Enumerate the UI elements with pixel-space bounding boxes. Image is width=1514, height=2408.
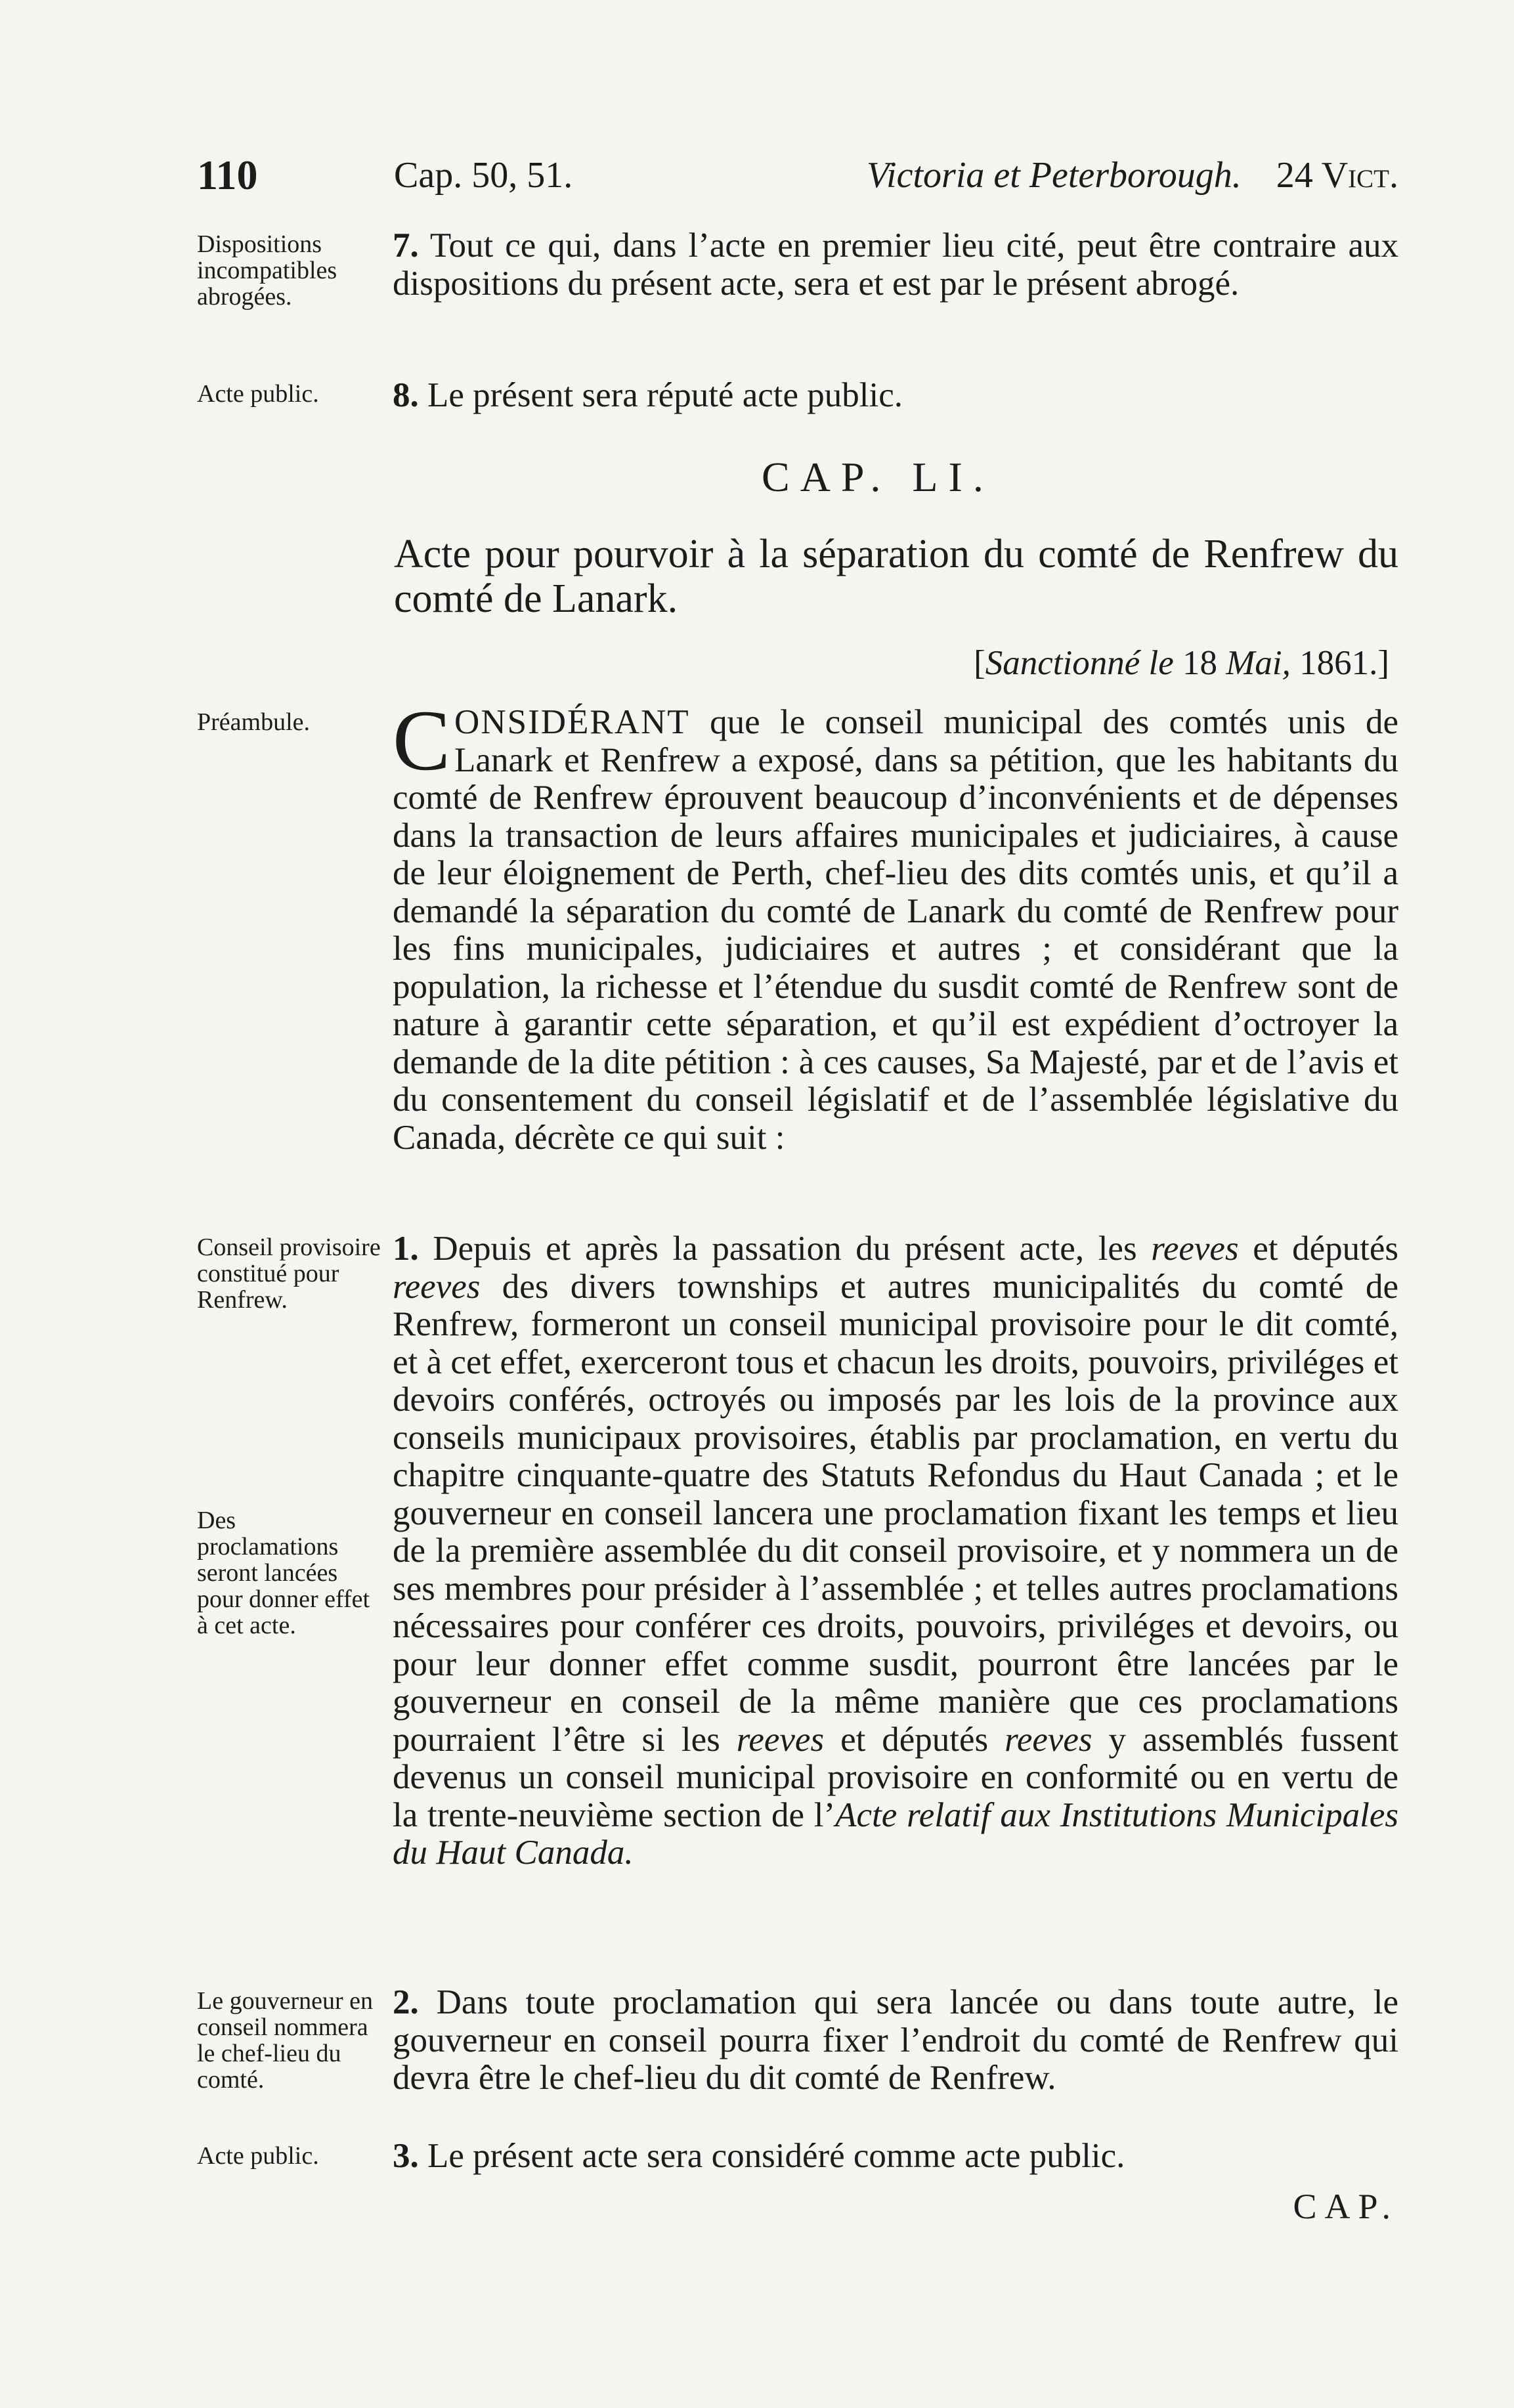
section-7-number: 7. (393, 226, 419, 265)
section-7 (393, 227, 1398, 303)
margin-note-dispositions: Dispositions incompatibles abrogées. (197, 230, 337, 311)
chapter-reference: Cap. 50, 51. (394, 155, 573, 196)
preamble-text: que le conseil municipal des comtés unis de Lanark et Renfrew a exposé, dans sa pétition, que les habitants du comté de Renfrew éprouvent beaucoup d’inconvénients et de dépenses dans la transaction de leurs affaires municipales et judiciaires, à cause de leur éloignement de Perth, chef-lieu des dits comtés unis, et qu’il a demandé la séparation du comté de Lanark du comté de Renfrew pour les fins municipales, judiciaires et autres ; et considérant que la population, la richesse et l’étendue du susdit comté de Renfrew sont de nature à garantir cette séparation, et qu’il est expédient d’octroyer la demande de la dite pétition : à ces causes, Sa Majesté, par et de l’avis et du consentement du conseil législatif et de l’assemblée législative du Canada, décrète ce qui suit : (393, 703, 1398, 1157)
section-7-text: Tout ce qui, dans l’acte en premier lieu cité, peut être contraire aux dispositions du présent acte, sera et est par le présent abrogé. (393, 226, 1398, 303)
margin-note-preambule: Préambule. (197, 708, 311, 736)
section-3-text: Le présent acte sera considéré comme acte public. (427, 2137, 1125, 2175)
section-8 (393, 377, 1398, 415)
sanction-year: 1861. (1299, 644, 1378, 682)
margin-note-gouverneur: Le gouverneur en conseil nommera le chef-lieu du comté. (197, 1987, 373, 2094)
act-title: Acte pour pourvoir à la séparation du comté de Renfrew du comté de Lanark. (394, 532, 1398, 621)
reign-year: 24 Vict. (1276, 155, 1398, 196)
sanction-date: [Sanctionné le 18 Mai, 1861.] (974, 644, 1389, 682)
page-number: 110 (197, 152, 258, 198)
section-1-reeves: reeves (736, 1720, 825, 1759)
section-1-text-a: Depuis et après la passation du présent acte, les (433, 1230, 1137, 1268)
margin-note-acte-public-1: Acte public. (197, 380, 319, 408)
section-8-number: 8. (393, 376, 419, 414)
sanction-month: Mai, (1226, 644, 1291, 682)
section-1-text-e: y assemblés fussent devenus un conseil municipal provisoire en conformité ou en vertu de la trente-neuvième section de l’ (393, 1720, 1398, 1834)
section-8-text: Le présent sera réputé acte public. (427, 376, 903, 414)
drop-cap: C (393, 692, 451, 788)
section-1-reeves: reeves (393, 1267, 481, 1306)
preamble-opening-word: ONSIDÉRANT (454, 703, 690, 741)
margin-note-conseil: Conseil provisoire constitué pour Renfrew. (197, 1234, 381, 1314)
section-2 (393, 1984, 1398, 2097)
section-2-number: 2. (393, 1983, 419, 2021)
section-1-reeves: reeves (1151, 1230, 1239, 1268)
section-1 (393, 1230, 1398, 1872)
section-1-reeves: reeves (1005, 1720, 1092, 1759)
section-1-text-c: des divers townships et autres municipalités du comté de Renfrew, formeront un conseil municipal provisoire pour le dit comté, et à cet effet, exerceront tous et chacun les droits, pouvoirs, priviléges et devoirs conférés, octroyés ou imposés par les lois de la province aux conseils municipaux provisoires, établis par proclamation, en vertu du chapitre cinquante-quatre des Statuts Refondus du Haut Canada ; et le gouverneur en conseil lancera une proclamation fixant les temps et lieu de la première assemblée du dit conseil provisoire, et y nommera un de ses membres pour présider à l’assemblée ; et telles autres proclamations nécessaires pour conférer ces droits, pouvoirs, priviléges et devoirs, ou pour leur donner effet comme susdit, pourront être lancées par le gouverneur en conseil de la même manière que ces proclamations pourraient l’être si les (393, 1267, 1398, 1759)
chapter-title: CAP. LI. (762, 454, 994, 500)
preamble (393, 692, 1398, 1157)
section-3-number: 3. (393, 2137, 419, 2175)
section-1-text-b: et députés (1253, 1230, 1398, 1268)
sanction-day: 18 (1182, 644, 1217, 682)
sanction-label: Sanctionné le (985, 644, 1174, 682)
section-1-text-d: et députés (840, 1720, 989, 1759)
running-title: Victoria et Peterborough. (867, 155, 1242, 196)
catchword: CAP. (1293, 2187, 1398, 2226)
margin-note-proclamations: Des proclamations seront lancées pour donner effet à cet acte. (197, 1507, 370, 1639)
section-2-text: Dans toute proclamation qui sera lancée ou dans toute autre, le gouverneur en conseil pourra fixer l’endroit du comté de Renfrew qui devra être le chef-lieu du dit comté de Renfrew. (393, 1983, 1399, 2097)
section-3 (393, 2138, 1398, 2176)
running-header (197, 152, 1398, 205)
margin-note-acte-public-2: Acte public. (197, 2142, 319, 2170)
section-1-act-reference: Acte relatif aux Institutions Municipales du Haut Canada. (393, 1795, 1398, 1872)
section-1-number: 1. (393, 1230, 419, 1268)
